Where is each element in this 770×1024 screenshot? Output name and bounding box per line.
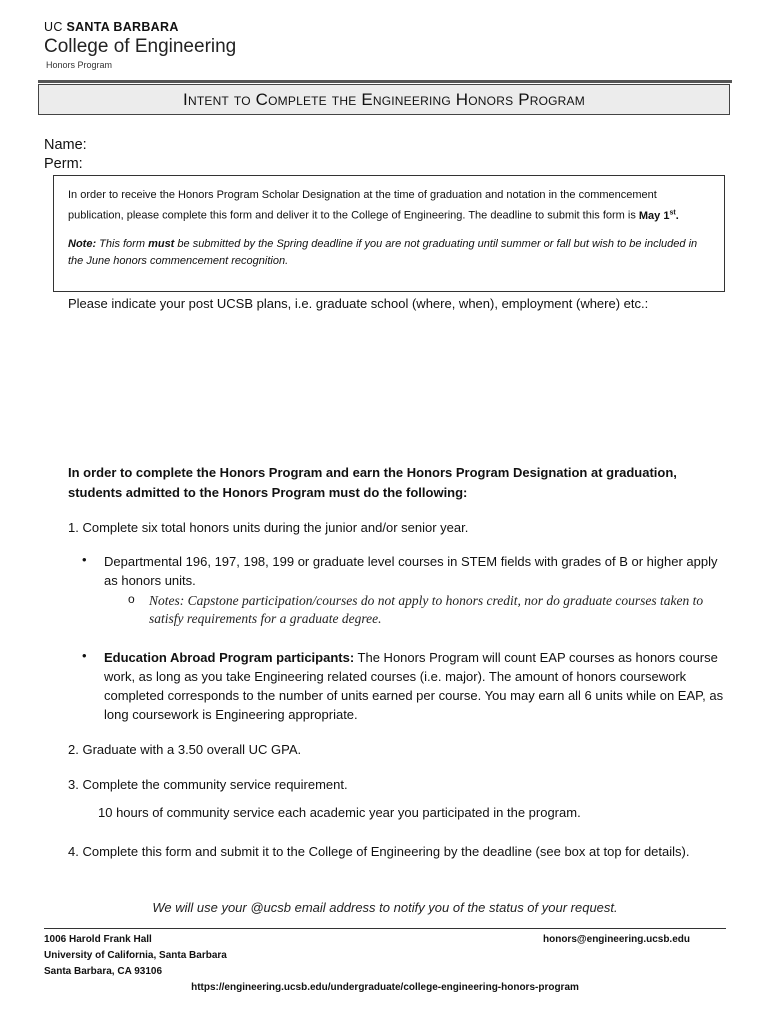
bullet-dot: • — [82, 648, 87, 663]
notice-text: In order to receive the Honors Program Scholar Designation at the time of graduation and notation in the commencement publication, please complete this form and deliver it to the College of Engineering. The deadline to submit this form is May 1st. — [68, 189, 679, 222]
requirement-1-bullet-departmental: Departmental 196, 197, 198, 199 or graduate level courses in STEM fields with grades of B or higher apply as honors units. — [104, 554, 718, 588]
footer-url-link[interactable]: https://engineering.ucsb.edu/undergraduate/college-engineering-honors-program — [191, 982, 579, 993]
deadline-notice-box — [53, 175, 725, 292]
requirement-3-detail: 10 hours of community service each academic year you participated in the program. — [98, 805, 581, 820]
title-box — [38, 84, 730, 115]
footer-divider — [44, 928, 726, 929]
college-name: College of Engineering — [44, 36, 237, 57]
logo-santa-barbara: SANTA BARBARA — [66, 20, 179, 34]
notification-note: We will use your @ucsb email address to notify you of the status of your request. — [152, 900, 618, 915]
footer-email-link[interactable]: honors@engineering.ucsb.edu — [543, 934, 690, 945]
ucsb-logo: UC SANTA BARBARA — [44, 20, 179, 34]
perm-label: Perm: — [44, 156, 83, 172]
requirement-2: 2. Graduate with a 3.50 overall UC GPA. — [68, 742, 302, 757]
capstone-note: Notes: Capstone participation/courses do not apply to honors credit, nor do graduate courses taken to satisfy requirements for a graduate degree. — [149, 593, 704, 626]
header-divider — [38, 80, 732, 83]
requirement-4: 4. Complete this form and submit it to the College of Engineering by the deadline (see box at top for details). — [68, 844, 690, 859]
deadline-date: May 1st. — [638, 209, 679, 222]
program-name: Honors Program — [46, 60, 113, 70]
bullet-dot: • — [82, 552, 87, 567]
plans-prompt: Please indicate your post UCSB plans, i.e. graduate school (where, when), employment (where) etc.: — [68, 296, 649, 311]
name-label: Name: — [44, 137, 87, 153]
page-title: Intent to Complete the Engineering Honors Program — [183, 89, 585, 109]
requirement-3: 3. Complete the community service requirement. — [68, 777, 348, 792]
footer-address: 1006 Harold Frank Hall University of California, Santa Barbara Santa Barbara, CA 93106 — [44, 934, 227, 977]
requirement-1-bullet-eap: Education Abroad Program participants: The Honors Program will count EAP courses as honors course work, as long as you take Engineering related courses (i.e. major). The amount of honors coursework completed corresponds to the number of units earned per course. You may earn all 6 units while on EAP, as long coursework is Engineering appropriate. — [104, 650, 724, 722]
requirements-heading: In order to complete the Honors Program and earn the Honors Program Designation at graduation, students admitted to the Honors Program must do the following: — [68, 465, 677, 500]
sub-bullet-circle: o — [128, 592, 135, 606]
notice-note: Note: This form must be submitted by the Spring deadline if you are not graduating until summer or fall but wish to be included in the June honors commencement recognition. — [68, 237, 698, 267]
requirement-1: 1. Complete six total honors units during the junior and/or senior year. — [68, 520, 469, 535]
